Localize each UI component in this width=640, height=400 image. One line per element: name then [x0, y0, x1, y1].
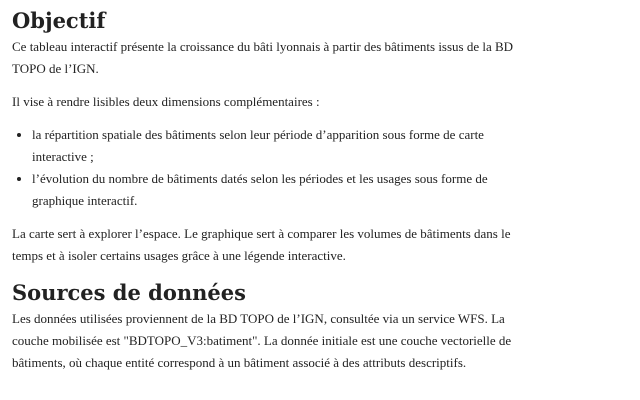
sources-paragraph: Les données utilisées proviennent de la BD TOPO de l’IGN, consultée via un service WFS. La couche mobilisée est "BDTOPO_V3:batiment". La donnée initiale est une couche vectorielle de bâtiments, où chaque entité correspond à un bâtiment associé à des attributs descriptifs. — [12, 311, 512, 370]
section-heading-objectif: Objectif — [12, 8, 106, 33]
usage-paragraph: La carte sert à explorer l’espace. Le graphique sert à comparer les volumes de bâtiments dans le temps et à isoler certains usages grâce à une légende interactive. — [12, 226, 511, 263]
section-heading-sources: Sources de données — [12, 280, 246, 305]
list-item: • la répartition spatiale des bâtiments selon leur période d’apparition sous forme de carte interactive ; — [32, 124, 532, 168]
dimensions-list — [12, 124, 532, 212]
list-item: • l’évolution du nombre de bâtiments datés selon les périodes et les usages sous forme de graphique interactif. — [32, 168, 532, 212]
intro-paragraph: Ce tableau interactif présente la croissance du bâti lyonnais à partir des bâtiments issus de la BD TOPO de l’IGN. — [12, 39, 514, 76]
aim-paragraph: Il vise à rendre lisibles deux dimensions complémentaires : — [12, 94, 320, 109]
